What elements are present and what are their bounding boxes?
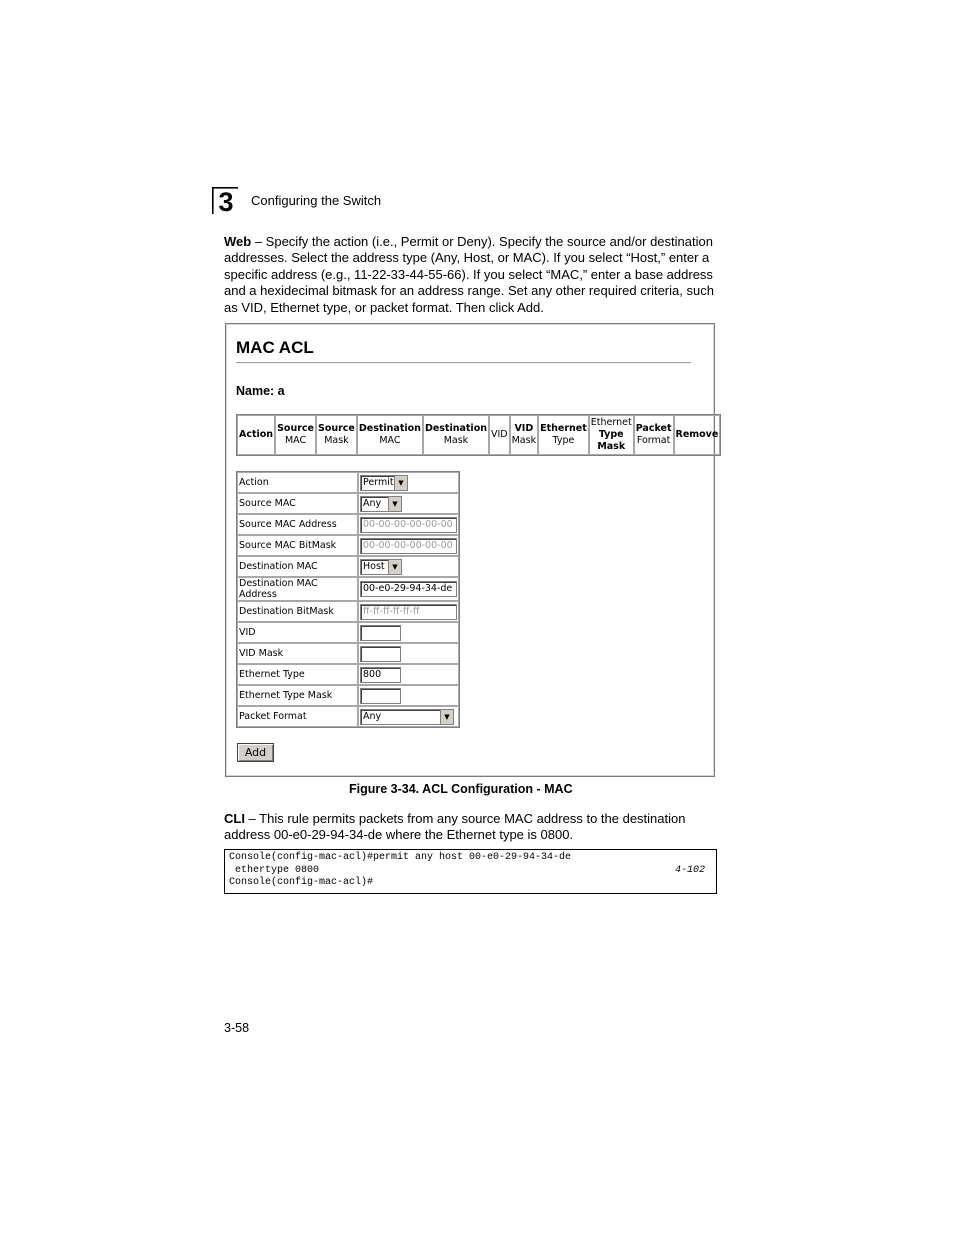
col-destination-mac: Destination MAC [357, 415, 423, 455]
dropdown-arrow-icon: ▼ [388, 497, 401, 511]
code-line-1: Console(config-mac-acl)#permit any host 00-e0-29-94-34-de [229, 852, 572, 863]
figure-caption: Figure 3-34. ACL Configuration - MAC [349, 782, 573, 796]
destination-mac-address-input[interactable]: 00-e0-29-94-34-de [360, 581, 457, 597]
page-number: 3-58 [224, 1021, 250, 1035]
packet-format-select[interactable]: Any ▼ [360, 709, 454, 725]
destination-bitmask-label: Destination BitMask [237, 601, 358, 622]
source-mac-bitmask-input[interactable]: 00-00-00-00-00-00 [360, 538, 457, 554]
running-head: Configuring the Switch [251, 193, 382, 208]
add-button[interactable]: Add [237, 743, 274, 762]
destination-mac-select[interactable]: Host ▼ [360, 559, 402, 575]
title-divider [236, 362, 691, 364]
form-row-destination-bitmask [237, 601, 459, 622]
source-mac-select[interactable]: Any ▼ [360, 496, 402, 512]
intro-text: – Specify the action (i.e., Permit or Deny). Specify the source and/or destination addresses. Select the address type (Any, Host, or MAC). If you select “Host,” enter a specific address (e.g., 11-22-33-44-55-66). If you select “MAC,” enter a base address and a hexidecimal bitmask for an address range. Set any other required criteria, such as VID, Ethernet type, or packet format. Then click Add. [224, 234, 714, 315]
panel-title: MAC ACL [236, 338, 314, 357]
form-row-source-mac-bitmask [237, 535, 459, 556]
chapter-number-3-icon [212, 187, 238, 214]
form-row-destination-mac [237, 556, 459, 577]
source-mac-address-label: Source MAC Address [237, 514, 358, 535]
form-row-destination-mac-address [237, 577, 459, 601]
vid-mask-input[interactable] [360, 646, 401, 662]
destination-mac-label: Destination MAC [237, 556, 358, 577]
vid-input[interactable] [360, 625, 401, 641]
source-mac-address-input[interactable]: 00-00-00-00-00-00 [360, 517, 457, 533]
form-row-ethernet-type [237, 664, 459, 685]
ethernet-type-input[interactable]: 800 [360, 667, 401, 683]
form-row-action [237, 472, 459, 493]
code-line-2: ethertype 0800 [229, 864, 320, 876]
dropdown-arrow-icon: ▼ [388, 560, 401, 574]
col-source-mac: Source MAC [275, 415, 316, 455]
code-line-3: Console(config-mac-acl)# [229, 877, 374, 888]
vid-mask-label: VID Mask [237, 643, 358, 664]
acl-name-label: Name: a [236, 384, 285, 398]
intro-paragraph [224, 234, 718, 316]
col-vid: VID [489, 415, 510, 455]
col-destination-mask: Destination Mask [423, 415, 489, 455]
vid-label: VID [237, 622, 358, 643]
col-vid-mask: VID Mask [510, 415, 538, 455]
source-mac-bitmask-label: Source MAC BitMask [237, 535, 358, 556]
col-source-mask: Source Mask [316, 415, 357, 455]
mac-acl-screenshot [225, 323, 719, 777]
packet-format-label: Packet Format [237, 706, 358, 727]
col-packet-format: Packet Format [634, 415, 674, 455]
ethernet-type-label: Ethernet Type [237, 664, 358, 685]
chapter-number: 3 [218, 187, 234, 214]
destination-mac-address-label: Destination MAC Address [237, 577, 358, 601]
form-row-packet-format [237, 706, 459, 727]
command-reference-link[interactable]: 4-102 [674, 864, 705, 876]
col-ethernet-type: Ethernet Type [538, 415, 589, 455]
action-label: Action [237, 472, 358, 493]
rules-header-row [237, 415, 720, 455]
col-action: Action [237, 415, 275, 455]
col-remove: Remove [674, 415, 721, 455]
rules-table [236, 414, 721, 456]
destination-bitmask-input[interactable]: ff-ff-ff-ff-ff-ff [360, 604, 457, 620]
form-row-vid [237, 622, 459, 643]
cli-paragraph [224, 811, 718, 844]
ethernet-type-mask-input[interactable] [360, 688, 401, 704]
form-row-source-mac-address [237, 514, 459, 535]
intro-lead: Web [224, 234, 252, 249]
acl-rule-form [236, 471, 460, 728]
dropdown-arrow-icon: ▼ [394, 476, 407, 490]
form-row-vid-mask [237, 643, 459, 664]
form-row-ethernet-type-mask [237, 685, 459, 706]
ethernet-type-mask-label: Ethernet Type Mask [237, 685, 358, 706]
col-ethernet-type-mask: Ethernet Type Mask [589, 415, 634, 455]
cli-lead: CLI [224, 811, 245, 826]
dropdown-arrow-icon: ▼ [440, 710, 453, 724]
form-row-source-mac [237, 493, 459, 514]
action-select[interactable]: Permit ▼ [360, 475, 408, 491]
cli-text: – This rule permits packets from any source MAC address to the destination address 00-e0-29-94-34-de where the Ethernet type is 0800. [224, 811, 686, 843]
cli-code-block [224, 849, 717, 894]
source-mac-label: Source MAC [237, 493, 358, 514]
